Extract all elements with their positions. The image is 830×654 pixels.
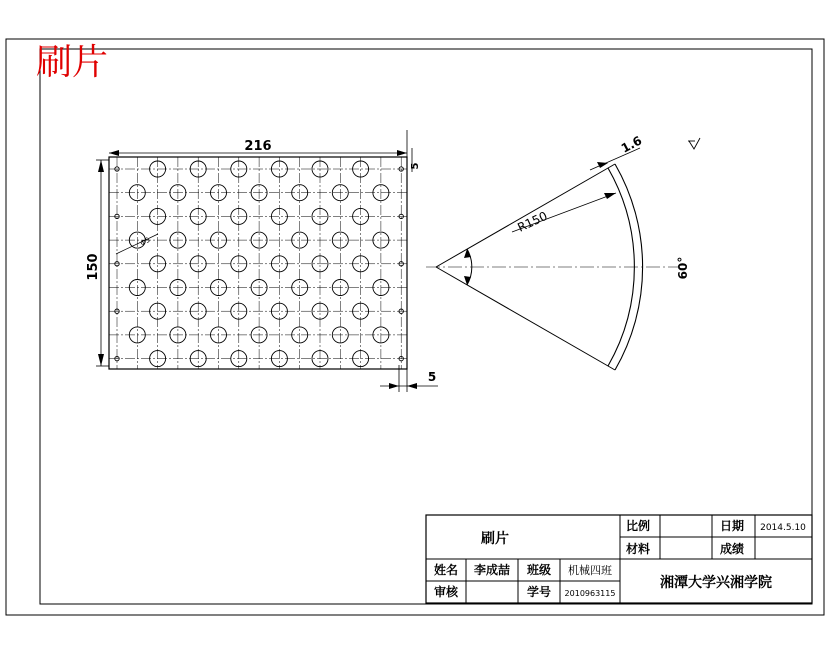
hole-note-leader <box>116 234 158 254</box>
plate-view <box>86 130 438 392</box>
tb-class-label: 班级 <box>526 563 552 577</box>
title-block <box>426 515 812 603</box>
dim-width-arrow-left <box>109 150 119 156</box>
tb-class-value: 机械四班 <box>568 564 612 577</box>
dim-bottom-arrow-a <box>389 383 399 389</box>
tb-review-label: 审核 <box>433 585 459 599</box>
sector-edge-lower <box>436 267 615 370</box>
dim-bottom-text: 5 <box>427 370 437 384</box>
tb-part-name: 刷片 <box>481 531 509 547</box>
tb-student-no-value: 2010963115 <box>564 589 616 598</box>
surface-finish-icon <box>689 138 700 149</box>
angle-text: 60° <box>676 256 690 280</box>
dim-height-text: 150 <box>86 253 101 281</box>
dim-width-text: 216 <box>244 139 272 154</box>
radius-arrow <box>604 193 616 199</box>
sector-edge-upper <box>436 164 615 267</box>
dim-top-offset-text: 5 <box>410 162 421 170</box>
tb-grade-label: 成绩 <box>719 542 745 556</box>
tb-date-value: 2014.5.10 <box>760 523 806 533</box>
tb-name-label: 姓名 <box>433 563 459 577</box>
plate-grid-lines <box>109 157 407 369</box>
tb-school: 湘潭大学兴湘学院 <box>660 575 772 591</box>
sector-view <box>426 133 700 370</box>
tb-scale-label: 比例 <box>625 519 651 533</box>
tb-material-label: 材料 <box>625 542 651 556</box>
dim-bottom-arrow-b <box>407 383 417 389</box>
radius-text: R150 <box>515 208 550 235</box>
tb-student-no-label: 学号 <box>526 585 552 599</box>
thickness-text: 1.6 <box>618 133 645 156</box>
tb-date-label: 日期 <box>719 519 745 533</box>
hole-note-text: Φ5 <box>139 235 152 248</box>
sheet-title: 刷片 <box>36 42 109 83</box>
dim-height-arrow-bottom <box>98 354 104 366</box>
outer-frame <box>6 39 824 615</box>
tb-name-value: 李成喆 <box>473 563 511 577</box>
thickness-arrow <box>597 162 608 168</box>
dim-width-arrow-right <box>397 150 407 156</box>
plate-outline <box>109 157 407 369</box>
dim-height-arrow-top <box>98 160 104 172</box>
